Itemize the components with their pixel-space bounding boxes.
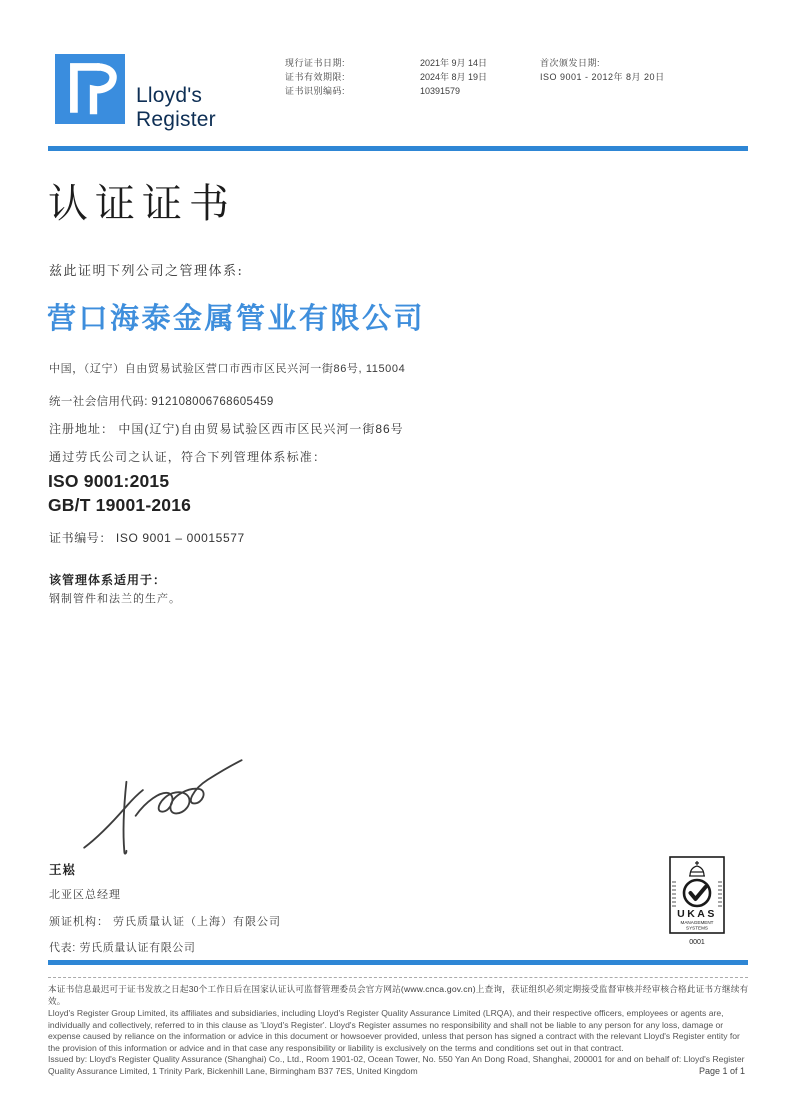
current-date-label: 现行证书日期: [285,58,346,68]
scope-text: 钢制管件和法兰的生产。 [49,593,181,605]
standards-intro: 通过劳氏公司之认证，符合下列管理体系标准： [49,450,327,464]
page-number: Page 1 of 1 [698,1066,745,1076]
cert-id-label: 证书识别编码: [285,86,346,96]
ukas-mark-icon [669,856,727,953]
signature-icon [78,752,253,860]
company-name: 营口海泰金属管业有限公司 [47,301,426,335]
brand-name-line2: Register [136,108,216,131]
footer-cn-notice: 本证书信息最迟可于证书发放之日起30个工作日后在国家认证认可监督管理委员会官方网站(www.cnca.gov.cn)上查询，获证组织必须定期接受监督审核并经审核合格此证书方继续有效。 [48,984,749,1006]
dashed-divider [48,977,748,978]
representative-line: 代表: 劳氏质量认证有限公司 [49,942,196,954]
scope-heading: 该管理体系适用于： [49,573,167,587]
signer-title: 北亚区总经理 [49,889,121,901]
svg-text:SYSTEMS: SYSTEMS [686,925,708,931]
svg-text:MANAGEMENT: MANAGEMENT [680,920,714,925]
first-issue-label: 首次颁发日期: [540,58,601,68]
footer-issued-by: Issued by: Lloyd's Register Quality Assurance (Shanghai) Co., Ltd., Room 1901-02, Ocean Tower, No. 550 Yan An Dong Road, Shanghai, 200001 for and on behalf of: Lloyd's Register Quality Assurance Limited, 1 Trinity Park, Bickenhill Lane, Birmingham B37 7ES, United Kingdom [48,1054,745,1076]
lr-logo-icon [55,54,125,124]
signer-name: 王崧 [49,863,77,877]
issuer-line: 颁证机构： 劳氏质量认证（上海）有限公司 [49,916,282,928]
intro-line: 兹此证明下列公司之管理体系: [49,264,244,279]
ukas-number: 0001 [689,939,705,946]
footer [48,984,749,1077]
credit-code-line: 统一社会信用代码: 912108006768605459 [49,396,274,408]
brand-name [136,84,216,132]
first-issue-value: ISO 9001 - 2012年 8月 20日 [540,72,665,82]
company-address: 中国，（辽宁）自由贸易试验区营口市西市区民兴河一街86号, 115004 [49,363,406,375]
expiry-value: 2024年 8月 19日 [420,72,488,82]
cert-id-value: 10391579 [420,86,461,96]
standard-item: GB/T 19001-2016 [48,495,192,515]
footer-en-disclaimer: Lloyd's Register Group Limited, its affiliates and subsidiaries, including Lloyd's Register Quality Assurance Limited (LRQA), and their respective officers, employees or agents are, individually and collectively, referred to in this clause as 'Lloyd's Register'. Lloyd's Register assumes no responsibility and shall not be liable to any person for any loss, damage or expense caused by reliance on the information or advice in this document or howsoever provided, unless that person has signed a contract with the relevant Lloyd's Register entity for the provision of this information or advice and in that case any responsibility or liability is exclusively on the terms and conditions set out in that contract. [48,1008,740,1053]
registered-address-line: 注册地址： 中国(辽宁)自由贸易试验区西市区民兴河一街86号 [49,422,404,436]
page-title: 认证证书 [48,181,236,227]
standard-item: ISO 9001:2015 [48,471,170,491]
header-divider [48,146,748,151]
ukas-text: UKAS [677,908,717,920]
current-date-value: 2021年 9月 14日 [420,58,488,68]
expiry-label: 证书有效期限: [285,72,346,82]
footer-divider [48,960,748,965]
header-fields [285,56,745,98]
brand-name-line1: Lloyd's [136,84,203,107]
certificate-number-line: 证书编号： ISO 9001 – 00015577 [49,531,245,545]
standards-list [48,469,191,517]
